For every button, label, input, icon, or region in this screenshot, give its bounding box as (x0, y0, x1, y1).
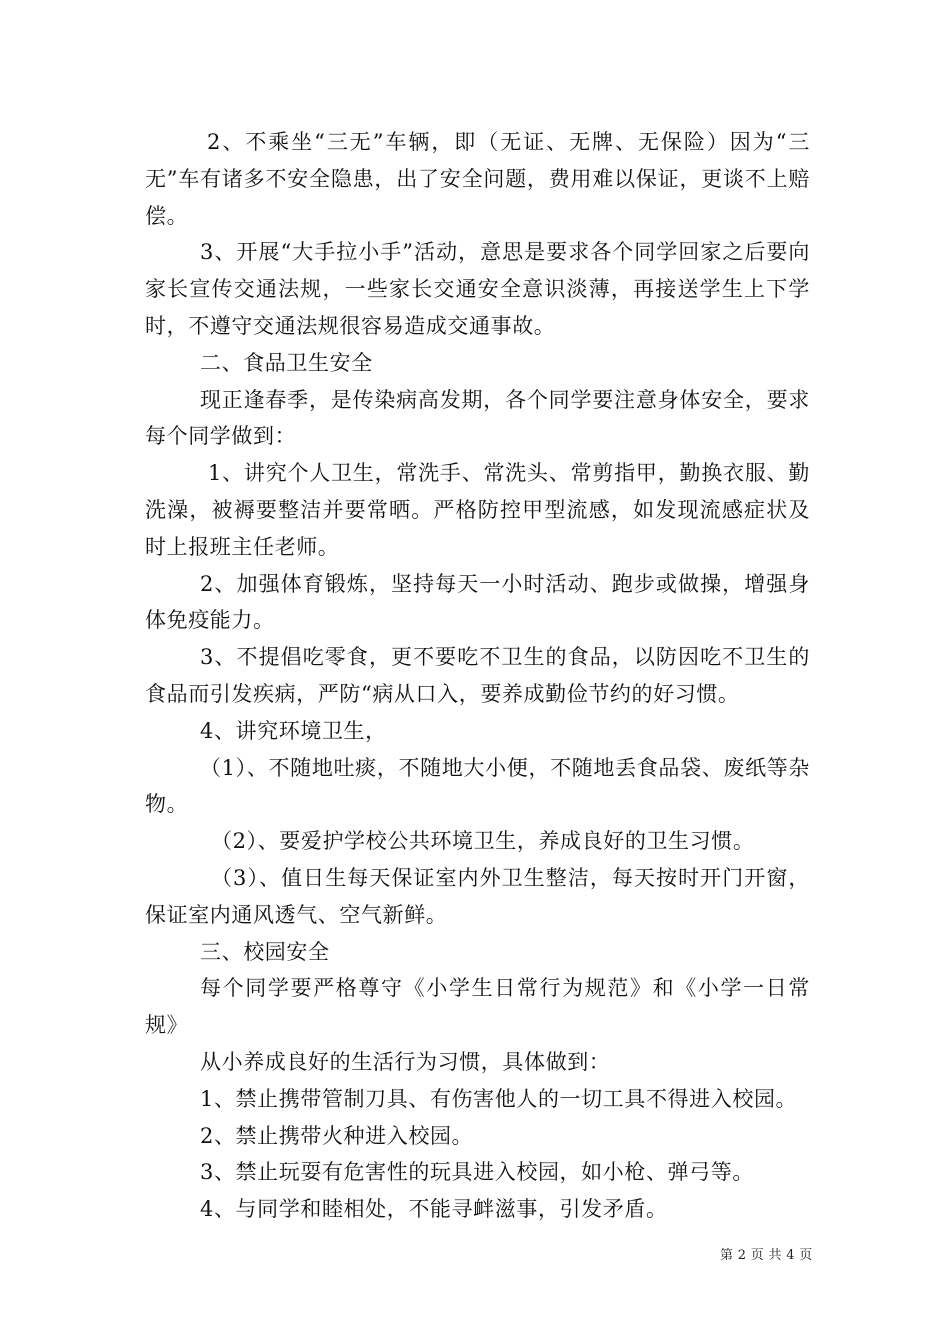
paragraph-no-spitting: （1）、不随地吐痰，不随地大小便，不随地丢食品袋、废纸等杂物。 (145, 755, 810, 817)
paragraph-get-along: 4、与同学和睦相处，不能寻衅滋事，引发矛盾。 (200, 1197, 668, 1222)
section-heading-food-hygiene: 二、食品卫生安全 (200, 350, 373, 375)
page-number: 第 2 页 共 4 页 (720, 1248, 813, 1263)
paragraph-physical-exercise: 2、加强体育锻炼，坚持每天一小时活动、跑步或做操，增强身体免疫能力。 (145, 571, 810, 633)
document-body (145, 124, 810, 1228)
paragraph-no-fire: 2、禁止携带火种进入校园。 (200, 1123, 474, 1148)
paragraph-protect-environment: （2）、要爱护学校公共环境卫生，养成良好的卫生习惯。 (211, 829, 755, 854)
paragraph-big-hand-small-hand: 3、开展“大手拉小手”活动，意思是要求各个同学回家之后要向家长宣传交通法规，一些家长交通安全意识淡薄，再接送学生上下学时，不遵守交通法规很容易造成交通事故。 (145, 240, 810, 338)
paragraph-environmental-hygiene: 4、讲究环境卫生， (200, 718, 387, 743)
section-heading-campus-safety: 三、校园安全 (200, 939, 330, 964)
paragraph-no-knives: 1、禁止携带管制刀具、有伤害他人的一切工具不得进入校园。 (200, 1086, 798, 1111)
paragraph-personal-hygiene: 1、讲究个人卫生，常洗手、常洗头、常剪指甲，勤换衣服、勤洗澡，被褥要整洁并要常晒。严格防控甲型流感，如发现流感症状及时上报班主任老师。 (145, 461, 810, 559)
paragraph-no-dangerous-toys: 3、禁止玩耍有危害性的玩具进入校园，如小枪、弹弓等。 (200, 1160, 754, 1185)
paragraph-duty-students: （3）、值日生每天保证室内外卫生整洁，每天按时开门开窗，保证室内通风透气、空气新鲜。 (145, 865, 810, 927)
paragraph-no-unlicensed-vehicles: 2、不乘坐“三无”车辆，即（无证、无牌、无保险）因为“三无”车有诸多不安全隐患，出了安全问题，费用难以保证，更谈不上赔偿。 (145, 130, 810, 228)
paragraph-spring-epidemic: 现正逢春季，是传染病高发期，各个同学要注意身体安全，要求每个同学做到： (145, 387, 810, 449)
paragraph-no-snacks: 3、不提倡吃零食，更不要吃不卫生的食品，以防因吃不卫生的食品而引发疾病，严防“病从口入，要养成勤俭节约的好习惯。 (145, 645, 810, 706)
paragraph-good-habits: 从小养成良好的生活行为习惯，具体做到： (200, 1049, 611, 1074)
paragraph-code-of-conduct: 每个同学要严格尊守《小学生日常行为规范》和《小学一日常规》 (145, 976, 810, 1038)
